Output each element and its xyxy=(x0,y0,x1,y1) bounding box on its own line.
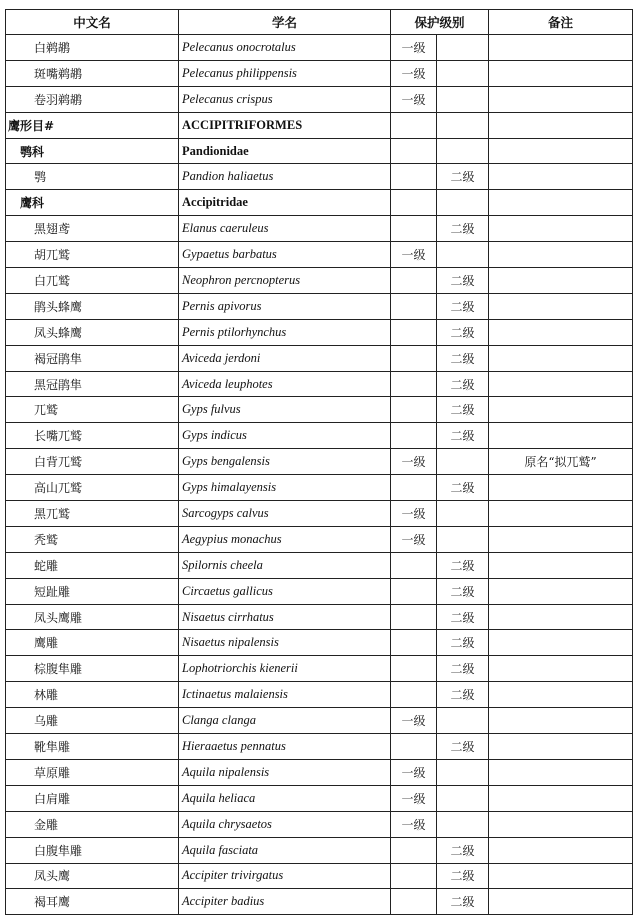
level-two-cell: 二级 xyxy=(437,164,489,190)
table-row xyxy=(6,837,633,863)
level-one-cell: 一级 xyxy=(391,35,437,61)
scientific-name-cell: Pelecanus philippensis xyxy=(179,60,391,86)
level-one-cell: 一级 xyxy=(391,708,437,734)
remarks-cell xyxy=(489,734,633,760)
level-one-cell xyxy=(391,293,437,319)
level-one-cell: 一级 xyxy=(391,449,437,475)
table-row xyxy=(6,35,633,61)
scientific-name-cell: Gyps himalayensis xyxy=(179,475,391,501)
table-row xyxy=(6,604,633,630)
table-row xyxy=(6,216,633,242)
chinese-name-cell: 靴隼雕 xyxy=(6,734,179,760)
remarks-cell xyxy=(489,345,633,371)
chinese-name-cell: 鹰形目# xyxy=(6,112,179,138)
chinese-name-cell: 鹗 xyxy=(6,164,179,190)
remarks-cell xyxy=(489,552,633,578)
level-two-cell: 二级 xyxy=(437,734,489,760)
level-one-cell xyxy=(391,423,437,449)
chinese-name-cell: 鹰雕 xyxy=(6,630,179,656)
level-two-cell xyxy=(437,449,489,475)
chinese-name-cell: 棕腹隼雕 xyxy=(6,656,179,682)
table-row xyxy=(6,501,633,527)
level-two-cell xyxy=(437,35,489,61)
scientific-name-cell: Sarcogyps calvus xyxy=(179,501,391,527)
scientific-name-cell: Circaetus gallicus xyxy=(179,578,391,604)
level-two-cell: 二级 xyxy=(437,630,489,656)
chinese-name-cell: 鹰科 xyxy=(6,190,179,216)
header-chinese-name: 中文名 xyxy=(6,10,179,35)
level-two-cell xyxy=(437,112,489,138)
table-row xyxy=(6,682,633,708)
scientific-name-cell: Ictinaetus malaiensis xyxy=(179,682,391,708)
table-row xyxy=(6,268,633,294)
chinese-name-cell: 金雕 xyxy=(6,811,179,837)
chinese-name-cell: 短趾雕 xyxy=(6,578,179,604)
level-two-cell xyxy=(437,60,489,86)
remarks-cell xyxy=(489,216,633,242)
table-row xyxy=(6,60,633,86)
table-row xyxy=(6,138,633,164)
level-one-cell: 一级 xyxy=(391,501,437,527)
level-one-cell: 一级 xyxy=(391,785,437,811)
level-two-cell: 二级 xyxy=(437,578,489,604)
chinese-name-cell: 草原雕 xyxy=(6,759,179,785)
table-row xyxy=(6,785,633,811)
table-row xyxy=(6,759,633,785)
remarks-cell xyxy=(489,604,633,630)
level-two-cell: 二级 xyxy=(437,837,489,863)
remarks-cell xyxy=(489,863,633,889)
level-one-cell: 一级 xyxy=(391,60,437,86)
chinese-name-cell: 褐冠鹃隼 xyxy=(6,345,179,371)
table-row xyxy=(6,345,633,371)
remarks-cell xyxy=(489,86,633,112)
species-protection-table-page xyxy=(5,9,632,915)
level-one-cell xyxy=(391,682,437,708)
chinese-name-cell: 凤头鹰雕 xyxy=(6,604,179,630)
remarks-cell xyxy=(489,242,633,268)
scientific-name-cell: Hieraaetus pennatus xyxy=(179,734,391,760)
level-two-cell xyxy=(437,759,489,785)
scientific-name-cell: Aviceda leuphotes xyxy=(179,371,391,397)
level-two-cell: 二级 xyxy=(437,863,489,889)
level-two-cell xyxy=(437,138,489,164)
remarks-cell xyxy=(489,578,633,604)
level-one-cell: 一级 xyxy=(391,242,437,268)
level-two-cell xyxy=(437,242,489,268)
level-two-cell: 二级 xyxy=(437,889,489,915)
chinese-name-cell: 乌雕 xyxy=(6,708,179,734)
header-protection-level: 保护级别 xyxy=(391,10,489,35)
chinese-name-cell: 胡兀鹫 xyxy=(6,242,179,268)
table-row xyxy=(6,889,633,915)
scientific-name-cell: Accipiter badius xyxy=(179,889,391,915)
chinese-name-cell: 高山兀鹫 xyxy=(6,475,179,501)
scientific-name-cell: Aquila chrysaetos xyxy=(179,811,391,837)
remarks-cell xyxy=(489,164,633,190)
scientific-name-cell: Nisaetus cirrhatus xyxy=(179,604,391,630)
scientific-name-cell: Aquila nipalensis xyxy=(179,759,391,785)
scientific-name-cell: Aquila heliaca xyxy=(179,785,391,811)
remarks-cell: 原名“拟兀鹫” xyxy=(489,449,633,475)
scientific-name-cell: Spilornis cheela xyxy=(179,552,391,578)
level-two-cell: 二级 xyxy=(437,682,489,708)
table-row xyxy=(6,319,633,345)
remarks-cell xyxy=(489,190,633,216)
chinese-name-cell: 白兀鹫 xyxy=(6,268,179,294)
remarks-cell xyxy=(489,112,633,138)
table-row xyxy=(6,397,633,423)
remarks-cell xyxy=(489,501,633,527)
remarks-cell xyxy=(489,785,633,811)
remarks-cell xyxy=(489,423,633,449)
chinese-name-cell: 斑嘴鹈鹕 xyxy=(6,60,179,86)
scientific-name-cell: Aquila fasciata xyxy=(179,837,391,863)
table-row xyxy=(6,423,633,449)
scientific-name-cell: Clanga clanga xyxy=(179,708,391,734)
level-one-cell xyxy=(391,889,437,915)
level-one-cell: 一级 xyxy=(391,811,437,837)
chinese-name-cell: 白腹隼雕 xyxy=(6,837,179,863)
header-scientific-name: 学名 xyxy=(179,10,391,35)
level-two-cell xyxy=(437,811,489,837)
level-one-cell xyxy=(391,216,437,242)
remarks-cell xyxy=(489,35,633,61)
table-row xyxy=(6,164,633,190)
chinese-name-cell: 鹗科 xyxy=(6,138,179,164)
table-row xyxy=(6,734,633,760)
level-one-cell xyxy=(391,578,437,604)
level-two-cell: 二级 xyxy=(437,656,489,682)
table-row xyxy=(6,578,633,604)
table-row xyxy=(6,371,633,397)
level-one-cell xyxy=(391,552,437,578)
table-row xyxy=(6,112,633,138)
level-two-cell: 二级 xyxy=(437,216,489,242)
remarks-cell xyxy=(489,759,633,785)
level-one-cell xyxy=(391,138,437,164)
remarks-cell xyxy=(489,319,633,345)
scientific-name-cell: Elanus caeruleus xyxy=(179,216,391,242)
remarks-cell xyxy=(489,889,633,915)
remarks-cell xyxy=(489,138,633,164)
table-row xyxy=(6,526,633,552)
chinese-name-cell: 林雕 xyxy=(6,682,179,708)
level-one-cell xyxy=(391,190,437,216)
level-two-cell: 二级 xyxy=(437,319,489,345)
table-row xyxy=(6,811,633,837)
scientific-name-cell: Gyps bengalensis xyxy=(179,449,391,475)
chinese-name-cell: 黑翅鸢 xyxy=(6,216,179,242)
level-one-cell xyxy=(391,604,437,630)
remarks-cell xyxy=(489,371,633,397)
table-row xyxy=(6,190,633,216)
scientific-name-cell: Pandionidae xyxy=(179,138,391,164)
level-one-cell xyxy=(391,630,437,656)
level-two-cell: 二级 xyxy=(437,293,489,319)
chinese-name-cell: 凤头鹰 xyxy=(6,863,179,889)
remarks-cell xyxy=(489,708,633,734)
scientific-name-cell: ACCIPITRIFORMES xyxy=(179,112,391,138)
scientific-name-cell: Pernis apivorus xyxy=(179,293,391,319)
table-row xyxy=(6,86,633,112)
level-two-cell: 二级 xyxy=(437,423,489,449)
level-two-cell: 二级 xyxy=(437,397,489,423)
table-row xyxy=(6,552,633,578)
chinese-name-cell: 鹃头蜂鹰 xyxy=(6,293,179,319)
level-one-cell: 一级 xyxy=(391,526,437,552)
level-two-cell xyxy=(437,785,489,811)
scientific-name-cell: Pelecanus onocrotalus xyxy=(179,35,391,61)
chinese-name-cell: 白肩雕 xyxy=(6,785,179,811)
scientific-name-cell: Accipiter trivirgatus xyxy=(179,863,391,889)
scientific-name-cell: Pernis ptilorhynchus xyxy=(179,319,391,345)
remarks-cell xyxy=(489,630,633,656)
table-row xyxy=(6,475,633,501)
scientific-name-cell: Aegypius monachus xyxy=(179,526,391,552)
header-remarks: 备注 xyxy=(489,10,633,35)
table-header-row xyxy=(6,10,633,35)
remarks-cell xyxy=(489,293,633,319)
scientific-name-cell: Gyps indicus xyxy=(179,423,391,449)
scientific-name-cell: Lophotriorchis kienerii xyxy=(179,656,391,682)
level-two-cell: 二级 xyxy=(437,604,489,630)
protected-species-table xyxy=(5,9,633,915)
level-one-cell xyxy=(391,475,437,501)
scientific-name-cell: Accipitridae xyxy=(179,190,391,216)
remarks-cell xyxy=(489,268,633,294)
level-two-cell: 二级 xyxy=(437,552,489,578)
scientific-name-cell: Aviceda jerdoni xyxy=(179,345,391,371)
level-two-cell xyxy=(437,526,489,552)
chinese-name-cell: 黑兀鹫 xyxy=(6,501,179,527)
level-two-cell xyxy=(437,708,489,734)
table-row xyxy=(6,293,633,319)
level-two-cell xyxy=(437,501,489,527)
level-one-cell xyxy=(391,112,437,138)
level-two-cell: 二级 xyxy=(437,268,489,294)
table-row xyxy=(6,656,633,682)
level-two-cell xyxy=(437,86,489,112)
level-one-cell xyxy=(391,164,437,190)
remarks-cell xyxy=(489,526,633,552)
level-one-cell xyxy=(391,656,437,682)
remarks-cell xyxy=(489,60,633,86)
table-body xyxy=(6,35,633,915)
level-one-cell xyxy=(391,345,437,371)
level-two-cell: 二级 xyxy=(437,345,489,371)
table-row xyxy=(6,863,633,889)
level-one-cell xyxy=(391,837,437,863)
level-one-cell xyxy=(391,319,437,345)
level-two-cell xyxy=(437,190,489,216)
scientific-name-cell: Gypaetus barbatus xyxy=(179,242,391,268)
level-one-cell: 一级 xyxy=(391,759,437,785)
level-one-cell: 一级 xyxy=(391,86,437,112)
chinese-name-cell: 褐耳鹰 xyxy=(6,889,179,915)
level-one-cell xyxy=(391,371,437,397)
chinese-name-cell: 兀鹫 xyxy=(6,397,179,423)
level-one-cell xyxy=(391,268,437,294)
chinese-name-cell: 长嘴兀鹫 xyxy=(6,423,179,449)
remarks-cell xyxy=(489,837,633,863)
chinese-name-cell: 凤头蜂鹰 xyxy=(6,319,179,345)
chinese-name-cell: 黑冠鹃隼 xyxy=(6,371,179,397)
scientific-name-cell: Neophron percnopterus xyxy=(179,268,391,294)
level-one-cell xyxy=(391,734,437,760)
scientific-name-cell: Pelecanus crispus xyxy=(179,86,391,112)
table-row xyxy=(6,708,633,734)
remarks-cell xyxy=(489,656,633,682)
level-two-cell: 二级 xyxy=(437,371,489,397)
level-one-cell xyxy=(391,863,437,889)
table-row xyxy=(6,242,633,268)
chinese-name-cell: 白背兀鹫 xyxy=(6,449,179,475)
remarks-cell xyxy=(489,475,633,501)
scientific-name-cell: Gyps fulvus xyxy=(179,397,391,423)
scientific-name-cell: Nisaetus nipalensis xyxy=(179,630,391,656)
level-two-cell: 二级 xyxy=(437,475,489,501)
chinese-name-cell: 秃鹫 xyxy=(6,526,179,552)
chinese-name-cell: 卷羽鹈鹕 xyxy=(6,86,179,112)
level-one-cell xyxy=(391,397,437,423)
table-row xyxy=(6,630,633,656)
chinese-name-cell: 蛇雕 xyxy=(6,552,179,578)
remarks-cell xyxy=(489,682,633,708)
remarks-cell xyxy=(489,397,633,423)
chinese-name-cell: 白鹈鹕 xyxy=(6,35,179,61)
remarks-cell xyxy=(489,811,633,837)
table-row xyxy=(6,449,633,475)
scientific-name-cell: Pandion haliaetus xyxy=(179,164,391,190)
